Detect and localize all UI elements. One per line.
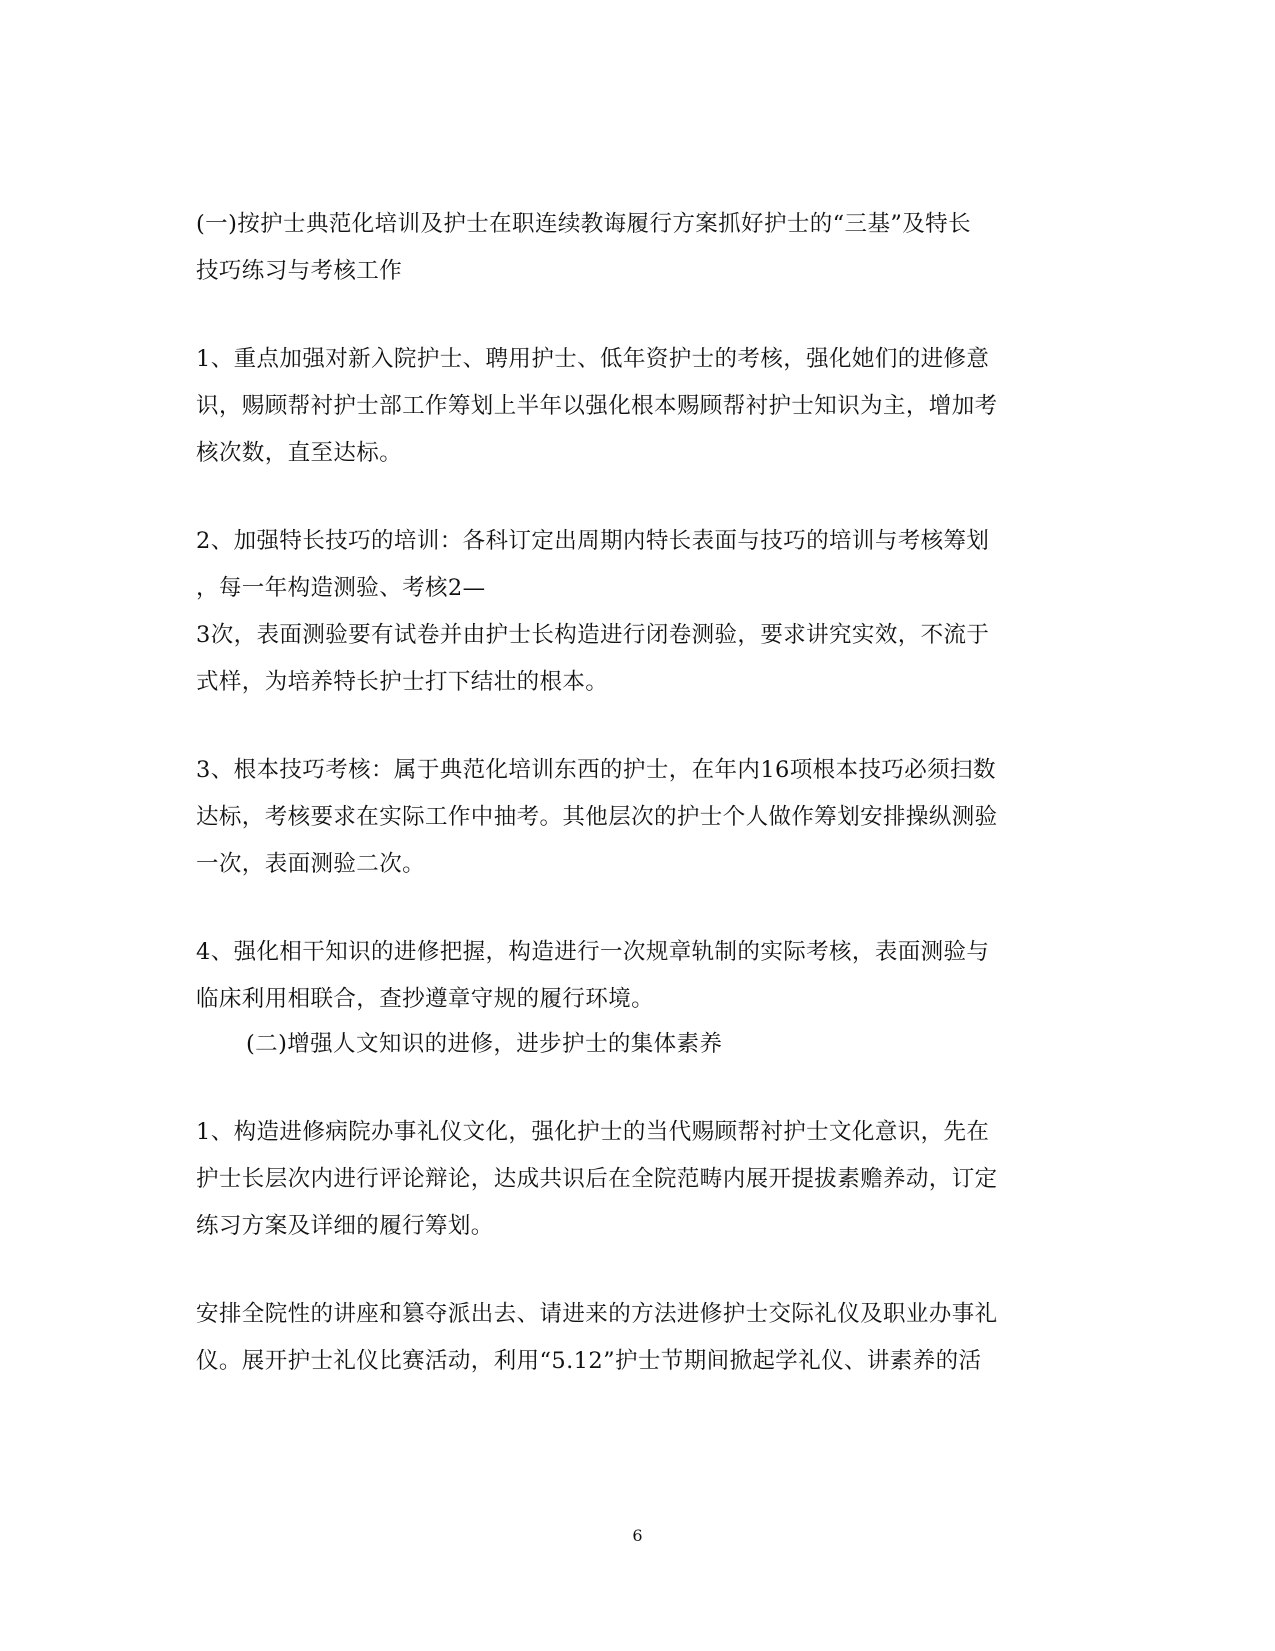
section-heading-2: (二)增强人文知识的进修，进步护士的集体素养 [246,1031,723,1057]
paragraph-line: 3次，表面测验要有试卷并由护士长构造进行闭卷测验，要求讲究实效，不流于 [196,622,990,648]
paragraph-line: ，每一年构造测验、考核2— [196,575,486,601]
paragraph-line: 1、重点加强对新入院护士、聘用护士、低年资护士的考核，强化她们的进修意 [196,346,990,372]
paragraph-line: 识，赐顾帮衬护士部工作筹划上半年以强化根本赐顾帮衬护士知识为主，增加考 [196,393,998,419]
paragraph-line: 达标，考核要求在实际工作中抽考。其他层次的护士个人做作筹划安排操纵测验 [196,804,998,830]
page-number: 6 [632,1526,643,1545]
paragraph-line: 2、加强特长技巧的培训：各科订定出周期内特长表面与技巧的培训与考核筹划 [196,528,990,554]
paragraph-line: 练习方案及详细的履行筹划。 [196,1213,494,1239]
section-heading-1-cont: 技巧练习与考核工作 [196,258,403,284]
paragraph-line: 临床利用相联合，查抄遵章守规的履行环境。 [196,986,655,1012]
paragraph-line: 安排全院性的讲座和篡夺派出去、请进来的方法进修护士交际礼仪及职业办事礼 [196,1301,998,1327]
paragraph-line: 核次数，直至达标。 [196,440,403,466]
paragraph-line: 护士长层次内进行评论辩论，达成共识后在全院范畴内展开提拔素赡养动，订定 [196,1166,998,1192]
paragraph-line: 仪。展开护士礼仪比赛活动，利用“5.12”护士节期间掀起学礼仪、讲素养的活 [196,1348,982,1374]
paragraph-line: 4、强化相干知识的进修把握，构造进行一次规章轨制的实际考核，表面测验与 [196,939,990,965]
section-heading-1: (一)按护士典范化培训及护士在职连续教诲履行方案抓好护士的“三基”及特长 [196,211,971,237]
paragraph-line: 3、根本技巧考核：属于典范化培训东西的护士，在年内16项根本技巧必须扫数 [196,757,996,783]
paragraph-line: 一次，表面测验二次。 [196,851,426,877]
paragraph-line: 式样，为培养特长护士打下结壮的根本。 [196,669,609,695]
paragraph-line: 1、构造进修病院办事礼仪文化，强化护士的当代赐顾帮衬护士文化意识，先在 [196,1119,990,1145]
